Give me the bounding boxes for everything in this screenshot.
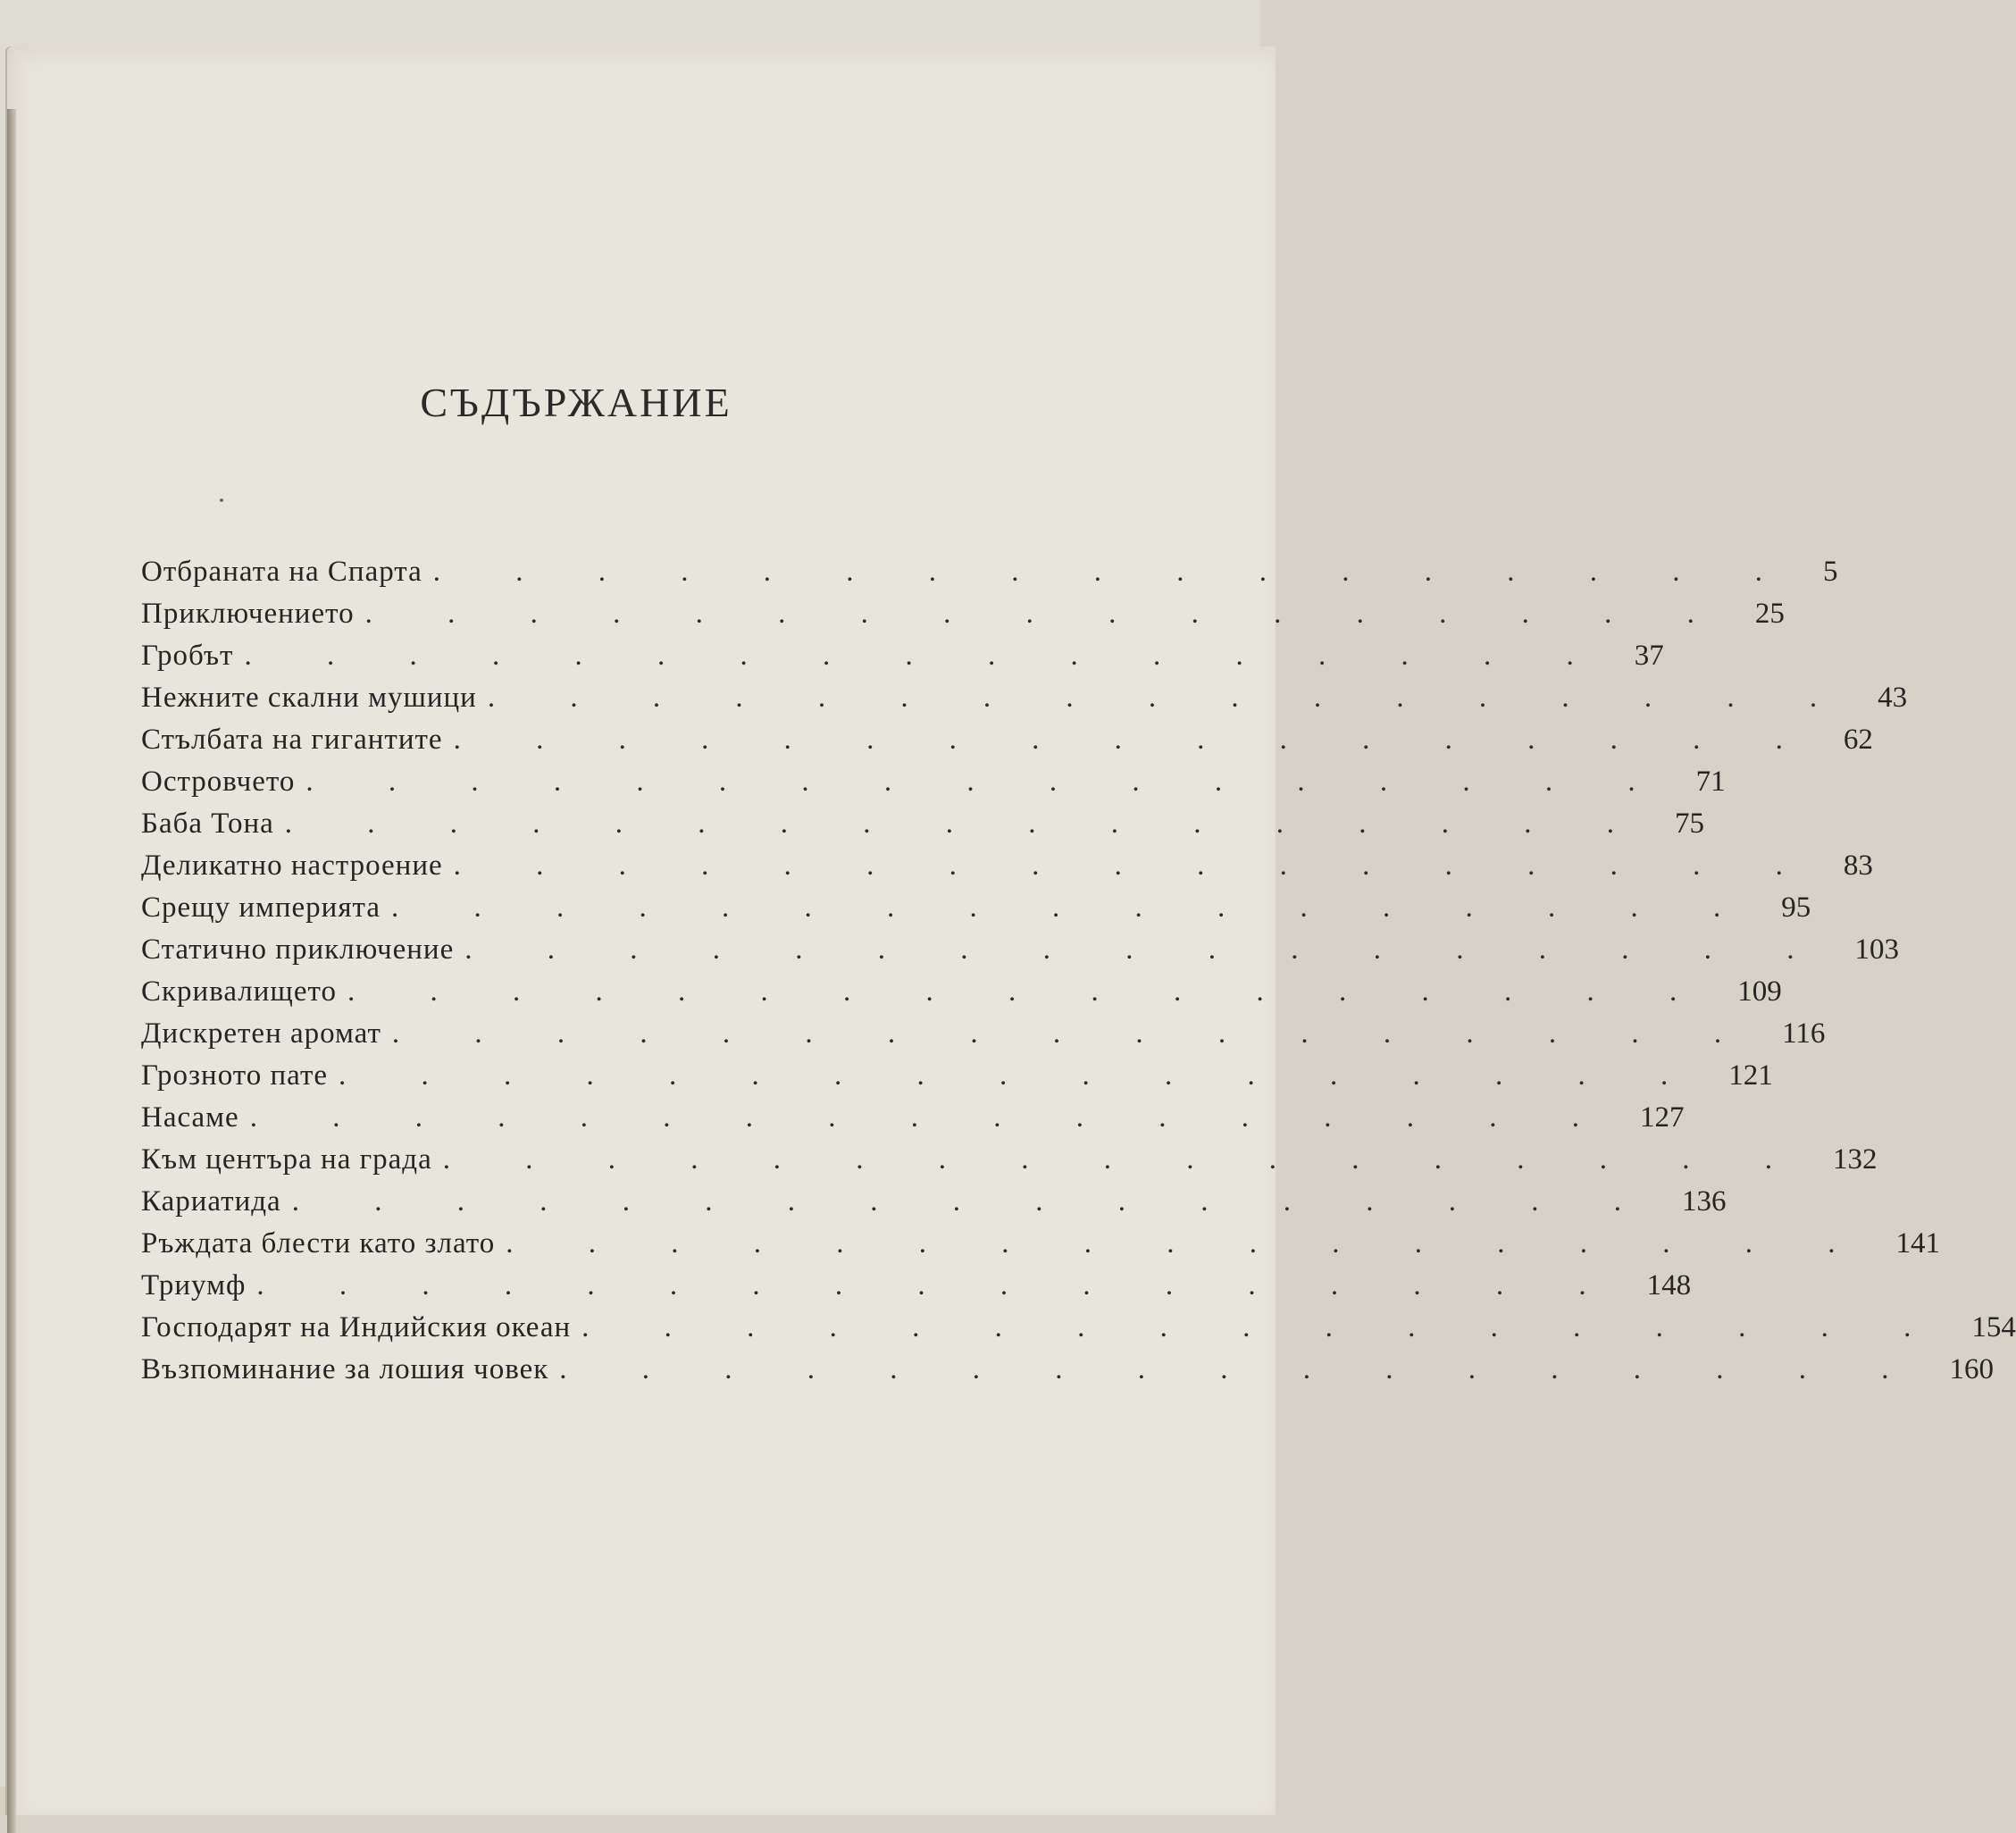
- ink-speck: [220, 498, 223, 502]
- toc-entry-title: Дискретен аромат: [141, 1017, 381, 1050]
- table-of-contents: [141, 556, 2016, 1395]
- toc-entry-title: Деликатно настроение: [141, 850, 443, 882]
- toc-entry-title: Баба Тона: [141, 808, 274, 840]
- toc-entry: [141, 1101, 1685, 1143]
- toc-entry-title: Грозното пате: [141, 1059, 329, 1092]
- toc-leader-dots: . . . . . . . . . . . . . . . . .: [249, 1101, 1613, 1134]
- toc-entry-title: Гробът: [141, 640, 234, 672]
- toc-entry: [141, 933, 1899, 975]
- toc-entry: [141, 1269, 1692, 1311]
- toc-leader-dots: . . . . . . . . . . . . . . . . .: [442, 1143, 1806, 1176]
- toc-entry: [141, 850, 1873, 891]
- toc-entry-title: Скривалището: [141, 975, 337, 1008]
- toc-leader-dots: . . . . . . . . . . . . . . . . .: [390, 891, 1755, 924]
- toc-entry: [141, 724, 1873, 766]
- toc-leader-dots: . . . . . . . . . . . . . . . . .: [339, 1059, 1702, 1092]
- toc-entry-page: 103: [1854, 933, 1899, 966]
- toc-entry-title: Стълбата на гигантите: [141, 724, 443, 756]
- toc-entry: [141, 1017, 1826, 1059]
- toc-entry: [141, 1143, 1878, 1185]
- toc-entry-page: 109: [1737, 975, 1782, 1008]
- toc-entry-page: 83: [1843, 850, 1873, 882]
- toc-leader-dots: . . . . . . . . . . . . . . . . .: [506, 1227, 1870, 1260]
- toc-entry: [141, 766, 1726, 808]
- toc-entry-title: Ръждата блести като злато: [141, 1227, 496, 1260]
- toc-entry: [141, 682, 1908, 724]
- toc-entry-page: 160: [1949, 1353, 1995, 1385]
- toc-entry-title: Триумф: [141, 1269, 247, 1302]
- toc-entry-page: 5: [1823, 556, 1838, 588]
- toc-leader-dots: . . . . . . . . . . . . . . . . .: [453, 724, 1817, 756]
- toc-entry-title: Нежните скални мушици: [141, 682, 477, 714]
- toc-entry: [141, 598, 1785, 640]
- toc-entry-title: Отбраната на Спарта: [141, 556, 422, 588]
- toc-entry-page: 95: [1781, 891, 1811, 924]
- toc-leader-dots: . . . . . . . . . . . . . . . . .: [244, 640, 1608, 672]
- toc-entry-page: 37: [1634, 640, 1664, 672]
- toc-leader-dots: . . . . . . . . . . . . . . . . .: [432, 556, 1797, 588]
- toc-entry-title: Господарят на Индийския океан: [141, 1311, 572, 1343]
- toc-entry-title: Приключението: [141, 598, 355, 630]
- toc-entry-page: 71: [1695, 766, 1726, 798]
- toc-entry: [141, 1311, 2016, 1353]
- toc-entry-title: Кариатида: [141, 1185, 281, 1218]
- toc-entry: [141, 975, 1782, 1017]
- toc-entry-page: 141: [1895, 1227, 1940, 1260]
- toc-entry-title: Възпоминание за лошия човек: [141, 1353, 549, 1385]
- toc-entry-page: 121: [1728, 1059, 1773, 1092]
- toc-entry-title: Срещу империята: [141, 891, 381, 924]
- toc-entry-page: 127: [1639, 1101, 1685, 1134]
- toc-entry-page: 43: [1878, 682, 1908, 714]
- toc-entry-title: Насаме: [141, 1101, 239, 1134]
- toc-entry: [141, 1227, 1940, 1269]
- toc-leader-dots: . . . . . . . . . . . . . . . . .: [284, 808, 1649, 840]
- toc-leader-dots: . . . . . . . . . . . . . . . . .: [364, 598, 1728, 630]
- toc-entry-page: 116: [1782, 1017, 1826, 1050]
- toc-leader-dots: . . . . . . . . . . . . . . . . .: [291, 1185, 1655, 1218]
- toc-entry-page: 148: [1646, 1269, 1692, 1302]
- toc-entry-page: 25: [1754, 598, 1785, 630]
- toc-leader-dots: . . . . . . . . . . . . . . . . .: [391, 1017, 1756, 1050]
- toc-entry: [141, 556, 1838, 598]
- toc-leader-dots: . . . . . . . . . . . . . . . . .: [305, 766, 1669, 798]
- toc-entry: [141, 1059, 1773, 1101]
- toc-entry: [141, 891, 1811, 933]
- toc-entry: [141, 640, 1664, 682]
- toc-entry: [141, 808, 1705, 850]
- toc-leader-dots: . . . . . . . . . . . . . . . . .: [256, 1269, 1620, 1302]
- toc-entry-page: 136: [1681, 1185, 1727, 1218]
- toc-leader-dots: . . . . . . . . . . . . . . . . .: [559, 1353, 1923, 1385]
- toc-entry: [141, 1353, 1995, 1395]
- toc-entry-page: 62: [1843, 724, 1873, 756]
- toc-entry-title: Островчето: [141, 766, 296, 798]
- toc-leader-dots: . . . . . . . . . . . . . . . . .: [453, 850, 1817, 882]
- toc-entry-page: 75: [1675, 808, 1705, 840]
- toc-leader-dots: . . . . . . . . . . . . . . . . .: [487, 682, 1852, 714]
- toc-entry-page: 154: [1971, 1311, 2016, 1343]
- toc-entry: [141, 1185, 1727, 1227]
- toc-leader-dots: . . . . . . . . . . . . . . . . .: [464, 933, 1828, 966]
- toc-leader-dots: . . . . . . . . . . . . . . . . .: [581, 1311, 1945, 1343]
- toc-entry-page: 132: [1832, 1143, 1878, 1176]
- toc-entry-title: Статично приключение: [141, 933, 455, 966]
- page-title: СЪДЪРЖАНИЕ: [420, 380, 732, 425]
- page-edge: [7, 109, 16, 1833]
- toc-entry-title: Към центъра на града: [141, 1143, 432, 1176]
- toc-leader-dots: . . . . . . . . . . . . . . . . .: [347, 975, 1711, 1008]
